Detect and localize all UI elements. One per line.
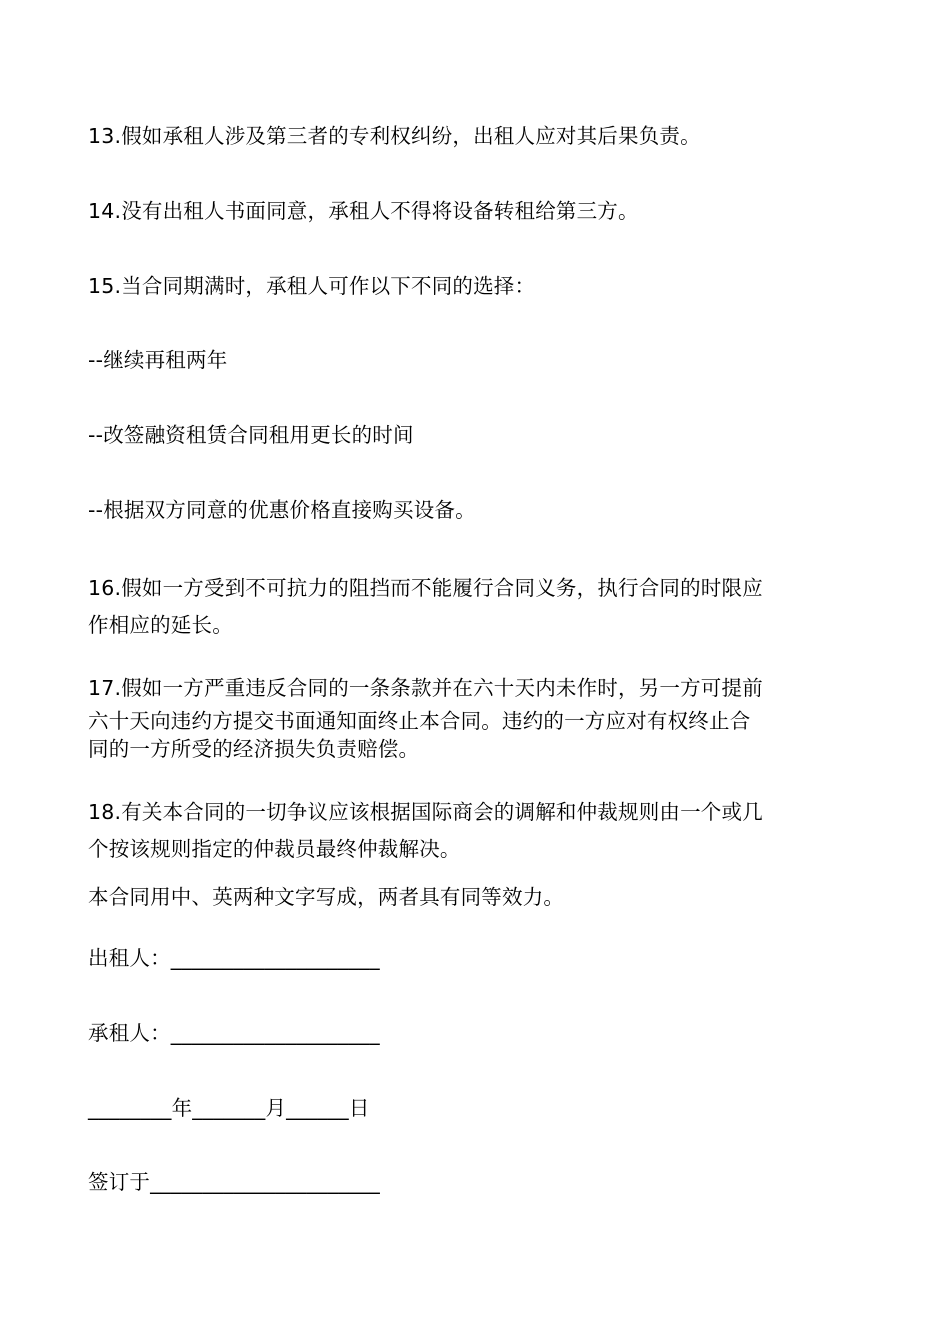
signed-at-line: 签订于______________________ bbox=[88, 1170, 380, 1194]
clause-18-line-1: 18.有关本合同的一切争议应该根据国际商会的调解和仲裁规则由一个或几 bbox=[88, 800, 763, 824]
clause-17-line-1: 17.假如一方严重违反合同的一条条款并在六十天内未作时，另一方可提前 bbox=[88, 676, 763, 700]
clause-16 bbox=[88, 570, 868, 644]
lessee-signature-line: 承租人：____________________ bbox=[88, 1021, 380, 1045]
clause-18-line-2: 个按该规则指定的仲裁员最终仲裁解决。 bbox=[88, 837, 461, 861]
clause-17-line-2: 六十天向违约方提交书面通知面终止本合同。违约的一方应对有权终止合 bbox=[88, 709, 751, 733]
clause-17 bbox=[88, 670, 868, 763]
date-line: ________年_______月______日 bbox=[88, 1096, 370, 1120]
clause-14: 14.没有出租人书面同意，承租人不得将设备转租给第三方。 bbox=[88, 199, 639, 223]
clause-18 bbox=[88, 794, 868, 868]
language-statement: 本合同用中、英两种文字写成，两者具有同等效力。 bbox=[88, 885, 565, 909]
clause-16-line-1: 16.假如一方受到不可抗力的阻挡而不能履行合同义务，执行合同的时限应 bbox=[88, 576, 763, 600]
clause-16-line-2: 作相应的延长。 bbox=[88, 613, 233, 637]
clause-13: 13.假如承租人涉及第三者的专利权纠纷，出租人应对其后果负责。 bbox=[88, 124, 701, 148]
lessor-signature-line: 出租人：____________________ bbox=[88, 946, 380, 970]
clause-17-line-3: 同的一方所受的经济损失负责赔偿。 bbox=[88, 737, 420, 761]
option-renew: --继续再租两年 bbox=[88, 348, 228, 372]
clause-15: 15.当合同期满时，承租人可作以下不同的选择： bbox=[88, 274, 536, 298]
option-finance-lease: --改签融资租赁合同租用更长的时间 bbox=[88, 423, 414, 447]
option-purchase: --根据双方同意的优惠价格直接购买设备。 bbox=[88, 498, 476, 522]
